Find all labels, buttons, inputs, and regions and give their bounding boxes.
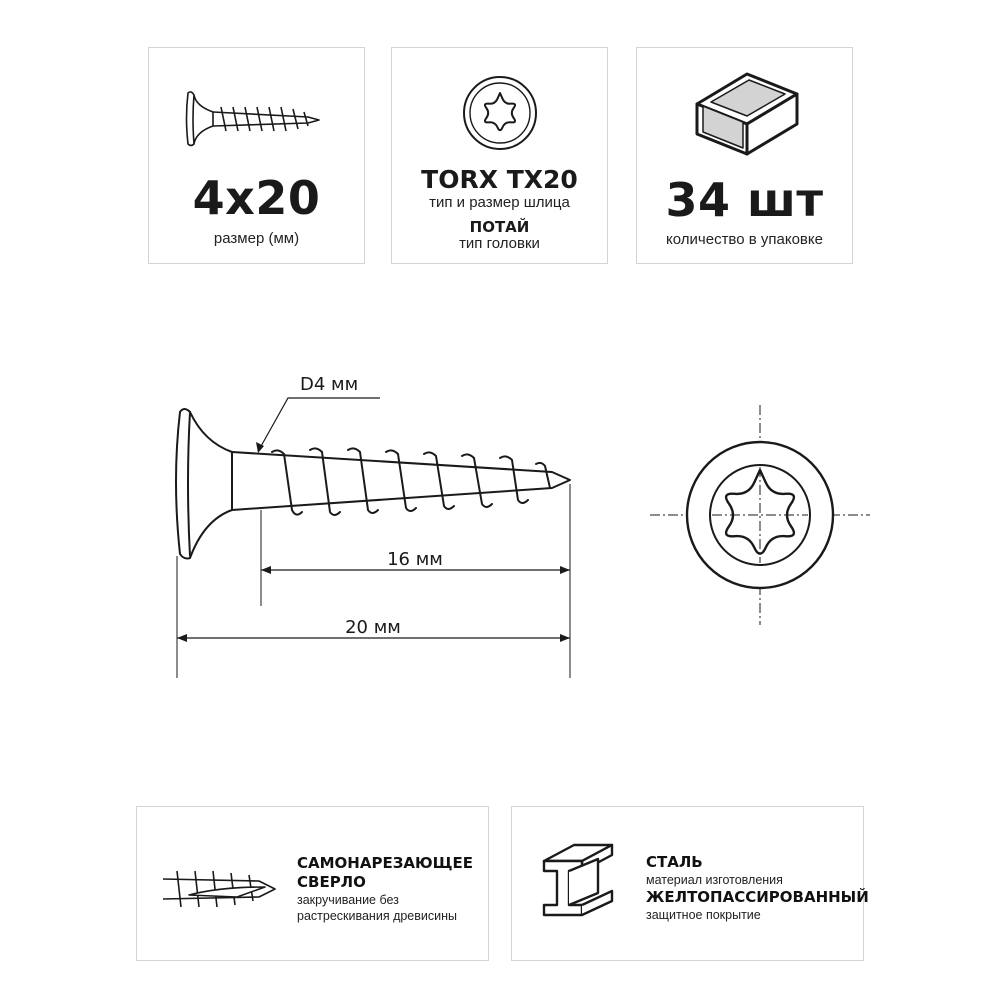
drill-title-line1: САМОНАРЕЗАЮЩЕЕ: [297, 854, 473, 872]
drive-caption: тип и размер шлица: [429, 194, 570, 211]
thread-length-label: 16 мм: [387, 549, 443, 570]
coating-note: защитное покрытие: [646, 908, 761, 922]
quantity-card: [636, 47, 853, 264]
size-value: 4x20: [192, 171, 321, 225]
drill-note-line2: растрескивания древисины: [297, 909, 458, 923]
head-type-value: ПОТАЙ: [469, 218, 530, 236]
quantity-caption: количество в упаковке: [666, 231, 823, 248]
size-caption: размер (мм): [213, 230, 300, 247]
drill-note-line1: закручивание без: [297, 893, 399, 907]
total-length-label: 20 мм: [345, 617, 401, 638]
size-card: [148, 47, 365, 264]
diameter-label: D4 мм: [300, 374, 359, 395]
quantity-value: 34 шт: [665, 173, 824, 227]
drive-card: [391, 47, 608, 264]
torx-head-top-view: [640, 395, 880, 635]
torx-head-icon: [460, 73, 540, 153]
screw-icon: [183, 86, 333, 156]
head-type-caption: тип головки: [459, 235, 540, 252]
package-box-icon: [689, 66, 799, 161]
material-feature-card: [511, 806, 869, 961]
steel-beam-icon: [538, 841, 618, 931]
drill-feature-card: [136, 806, 489, 961]
drill-tip-icon: [159, 857, 279, 917]
screw-head: [176, 409, 232, 559]
drill-title-line2: СВЕРЛО: [297, 873, 366, 891]
drive-value: TORX TX20: [421, 165, 578, 194]
coating-title: ЖЕЛТОПАССИРОВАННЫЙ: [646, 888, 869, 906]
material-title: СТАЛЬ: [646, 853, 703, 871]
material-note: материал изготовления: [646, 873, 783, 887]
